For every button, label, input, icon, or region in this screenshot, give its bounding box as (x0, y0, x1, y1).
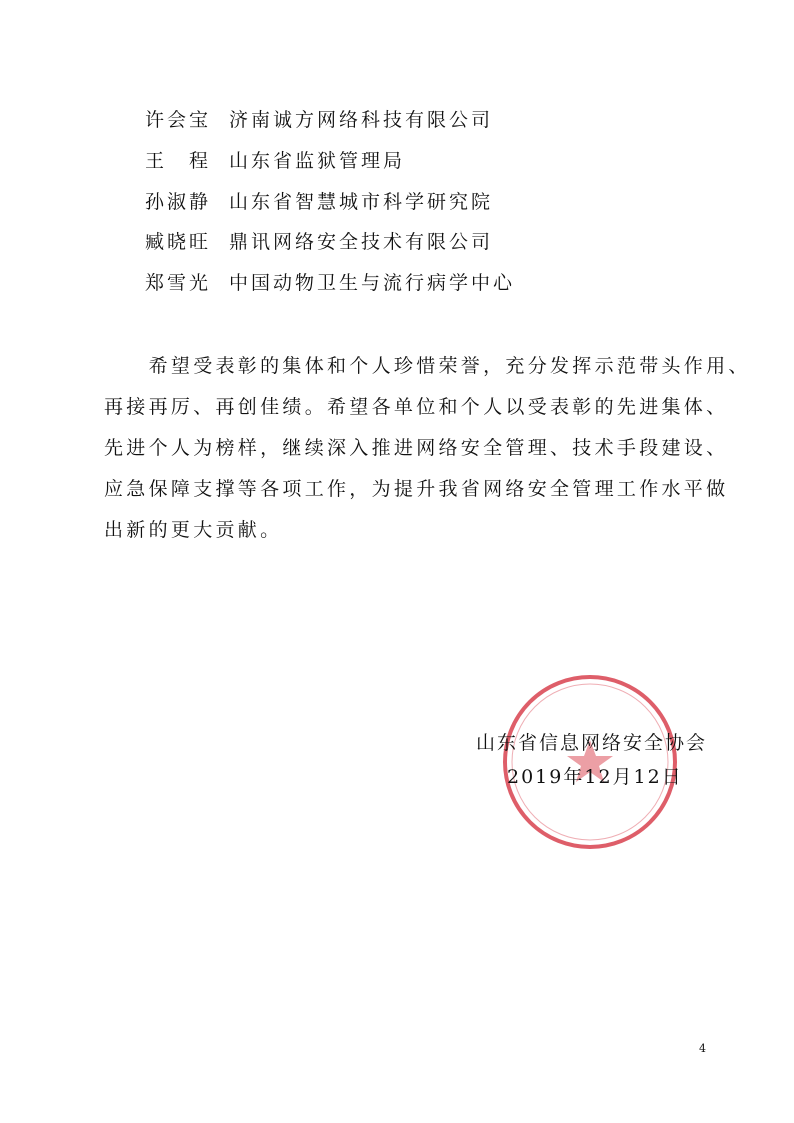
paragraph-line: 出新的更大贡献。 (104, 519, 283, 541)
awardee-row (145, 190, 493, 214)
official-seal-stamp (500, 672, 680, 852)
paragraph-line: 先进个人为榜样，继续深入推进网络安全管理、技术手段建设、 (104, 437, 729, 459)
awardee-row (145, 230, 493, 254)
awardee-org: 山东省监狱管理局 (229, 150, 406, 172)
awardee-org: 山东省智慧城市科学研究院 (229, 191, 494, 213)
closing-paragraph (104, 346, 751, 551)
page-number: 4 (699, 1042, 706, 1055)
awardee-org: 鼎讯网络安全技术有限公司 (229, 231, 494, 253)
paragraph-line: 应急保障支撑等各项工作，为提升我省网络安全管理工作水平做 (104, 478, 729, 500)
awardee-row (145, 108, 493, 132)
awardee-name: 王 程 (145, 150, 212, 172)
paragraph-line: 再接再厉、再创佳绩。希望各单位和个人以受表彰的先进集体、 (104, 396, 729, 418)
awardee-name: 郑雪光 (145, 272, 212, 294)
paragraph-line: 希望受表彰的集体和个人珍惜荣誉，充分发挥示范带头作用、 (104, 355, 751, 377)
signature-date: 2019年12月12日 (507, 766, 683, 788)
awardee-row (145, 149, 405, 173)
awardee-name: 臧晓旺 (145, 231, 212, 253)
awardee-row (145, 271, 515, 295)
awardee-name: 孙淑静 (145, 191, 212, 213)
awardee-org: 中国动物卫生与流行病学中心 (229, 272, 516, 294)
awardee-name: 许会宝 (145, 109, 212, 131)
signature-org: 山东省信息网络安全协会 (476, 732, 708, 754)
awardee-org: 济南诚方网络科技有限公司 (229, 109, 494, 131)
